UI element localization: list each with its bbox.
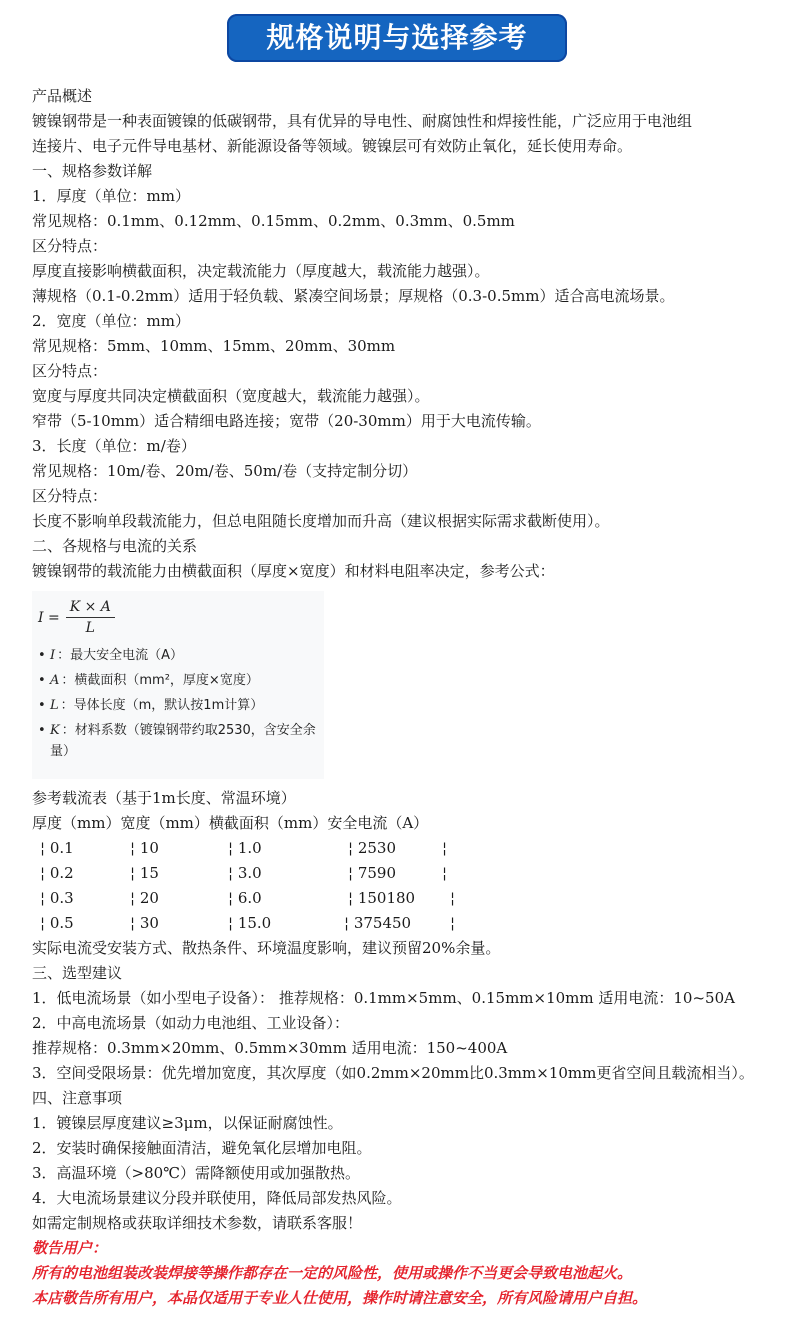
warning-line-1: 所有的电池组装改装焊接等操作都存在一定的风险性，使用或操作不当更会导致电池起火。: [32, 1264, 633, 1282]
formula-fraction: [66, 599, 115, 636]
cell-width: ¦ 20: [130, 889, 159, 907]
note-2: 2．安装时确保接触面清洁，避免氧化层增加电阻。: [32, 1139, 372, 1157]
cell-thickness: ¦ 0.5: [40, 914, 74, 932]
formula-bullet: [38, 720, 320, 762]
variable-symbol: K: [50, 723, 60, 738]
cell-current: ¦ 7590: [348, 864, 396, 882]
length-title: 3．长度（单位：m/卷）: [32, 437, 196, 455]
table-note: 实际电流受安装方式、散热条件、环境温度影响，建议预留20%余量。: [32, 939, 501, 957]
intro-heading: 产品概述: [32, 87, 93, 105]
cell-end: ¦: [442, 864, 448, 882]
table-row: [32, 861, 792, 886]
section-2-heading: 二、各规格与电流的关系: [32, 537, 198, 555]
contact-line: 如需定制规格或获取详细技术参数，请联系客服！: [32, 1214, 363, 1232]
length-diff-1: 长度不影响单段载流能力，但总电阻随长度增加而升高（建议根据实际需求截断使用）。: [32, 512, 610, 530]
cell-current: ¦ 375450: [344, 914, 412, 932]
cell-area: ¦ 6.0: [228, 889, 262, 907]
bullet-dot-icon: •: [38, 698, 46, 713]
variable-desc: ：最大安全电流（A）: [57, 648, 184, 663]
formula-bullet: [38, 695, 320, 716]
note-3: 3．高温环境（>80℃）需降额使用或加强散热。: [32, 1164, 360, 1182]
selection-low-current: 1．低电流场景（如小型电子设备）： 推荐规格：0.1mm×5mm、0.15mm×10mm 适用电流：10~50A: [32, 989, 735, 1007]
width-diff-label: 区分特点：: [32, 362, 108, 380]
cell-end: ¦: [450, 889, 456, 907]
thickness-diff-label: 区分特点：: [32, 237, 108, 255]
thickness-diff-2: 薄规格（0.1-0.2mm）适用于轻负载、紧凑空间场景；厚规格（0.3-0.5mm）适合高电流场景。: [32, 287, 675, 305]
note-1: 1．镀镍层厚度建议≥3μm，以保证耐腐蚀性。: [32, 1114, 343, 1132]
formula-box: [32, 591, 324, 779]
bullet-dot-icon: •: [38, 673, 46, 688]
length-common: 常见规格：10m/卷、20m/卷、50m/卷（支持定制分切）: [32, 462, 418, 480]
table-row: [32, 886, 792, 911]
table-row: [32, 911, 792, 936]
page-title-banner: 规格说明与选择参考: [227, 14, 567, 62]
variable-symbol: I: [50, 648, 56, 663]
cell-thickness: ¦ 0.3: [40, 889, 74, 907]
formula-variable-list: [38, 645, 320, 766]
table-row: [32, 836, 792, 861]
formula-bullet: [38, 645, 320, 666]
intro-paragraph-1: 镀镍钢带是一种表面镀镍的低碳钢带，具有优异的导电性、耐腐蚀性和焊接性能，广泛应用于电池组: [32, 112, 693, 130]
warning-line-2: 本店敬告所有用户，本品仅适用于专业人仕使用，操作时请注意安全，所有风险请用户自担。: [32, 1289, 648, 1307]
warning-title: 敬告用户：: [32, 1239, 108, 1257]
length-diff-label: 区分特点：: [32, 487, 108, 505]
bullet-dot-icon: •: [38, 723, 46, 738]
selection-mid-current: 2．中高电流场景（如动力电池组、工业设备）：: [32, 1014, 350, 1032]
thickness-title: 1．厚度（单位：mm）: [32, 187, 190, 205]
variable-symbol: L: [50, 698, 59, 713]
spec-document: [32, 84, 792, 1311]
selection-mid-current-spec: 推荐规格：0.3mm×20mm、0.5mm×30mm 适用电流：150~400A: [32, 1039, 508, 1057]
section-3-heading: 三、选型建议: [32, 964, 123, 982]
note-4: 4．大电流场景建议分段并联使用，降低局部发热风险。: [32, 1189, 402, 1207]
bullet-dot-icon: •: [38, 648, 46, 663]
variable-desc: ：横截面积（mm²，厚度×宽度）: [61, 673, 259, 688]
thickness-diff-1: 厚度直接影响横截面积，决定载流能力（厚度越大，载流能力越强）。: [32, 262, 490, 280]
current-formula: [38, 599, 115, 636]
width-diff-1: 宽度与厚度共同决定横截面积（宽度越大，载流能力越强）。: [32, 387, 430, 405]
table-title: 参考载流表（基于1m长度、常温环境）: [32, 789, 296, 807]
cell-area: ¦ 15.0: [228, 914, 272, 932]
cell-width: ¦ 15: [130, 864, 159, 882]
thickness-common: 常见规格：0.1mm、0.12mm、0.15mm、0.2mm、0.3mm、0.5mm: [32, 212, 515, 230]
width-common: 常见规格：5mm、10mm、15mm、20mm、30mm: [32, 337, 396, 355]
formula-numerator: K × A: [66, 599, 115, 618]
cell-thickness: ¦ 0.1: [40, 839, 74, 857]
formula-bullet: [38, 670, 320, 691]
cell-thickness: ¦ 0.2: [40, 864, 74, 882]
intro-paragraph-2: 连接片、电子元件导电基材、新能源设备等领域。镀镍层可有效防止氧化，延长使用寿命。: [32, 137, 633, 155]
section-1-heading: 一、规格参数详解: [32, 162, 153, 180]
formula-lhs: I =: [38, 609, 60, 626]
section-4-heading: 四、注意事项: [32, 1089, 123, 1107]
cell-area: ¦ 1.0: [228, 839, 262, 857]
cell-area: ¦ 3.0: [228, 864, 262, 882]
cell-current: ¦ 2530: [348, 839, 396, 857]
variable-desc: ：导体长度（m，默认按1m计算）: [60, 698, 264, 713]
width-title: 2．宽度（单位：mm）: [32, 312, 190, 330]
table-header: 厚度（mm）宽度（mm）横截面积（mm）安全电流（A）: [32, 814, 429, 832]
section-2-intro: 镀镍钢带的载流能力由横截面积（厚度×宽度）和材料电阻率决定，参考公式：: [32, 562, 555, 580]
variable-desc: ：材料系数（镀镍钢带约取2530，含安全余量）: [50, 723, 316, 759]
selection-space-limited: 3．空间受限场景：优先增加宽度，其次厚度（如0.2mm×20mm比0.3mm×10mm更省空间且载流相当）。: [32, 1064, 754, 1082]
cell-end: ¦: [450, 914, 456, 932]
width-diff-2: 窄带（5-10mm）适合精细电路连接；宽带（20-30mm）用于大电流传输。: [32, 412, 541, 430]
cell-width: ¦ 30: [130, 914, 159, 932]
cell-width: ¦ 10: [130, 839, 159, 857]
cell-current: ¦ 150180: [348, 889, 416, 907]
formula-denominator: L: [85, 620, 95, 636]
cell-end: ¦: [442, 839, 448, 857]
variable-symbol: A: [50, 673, 60, 688]
